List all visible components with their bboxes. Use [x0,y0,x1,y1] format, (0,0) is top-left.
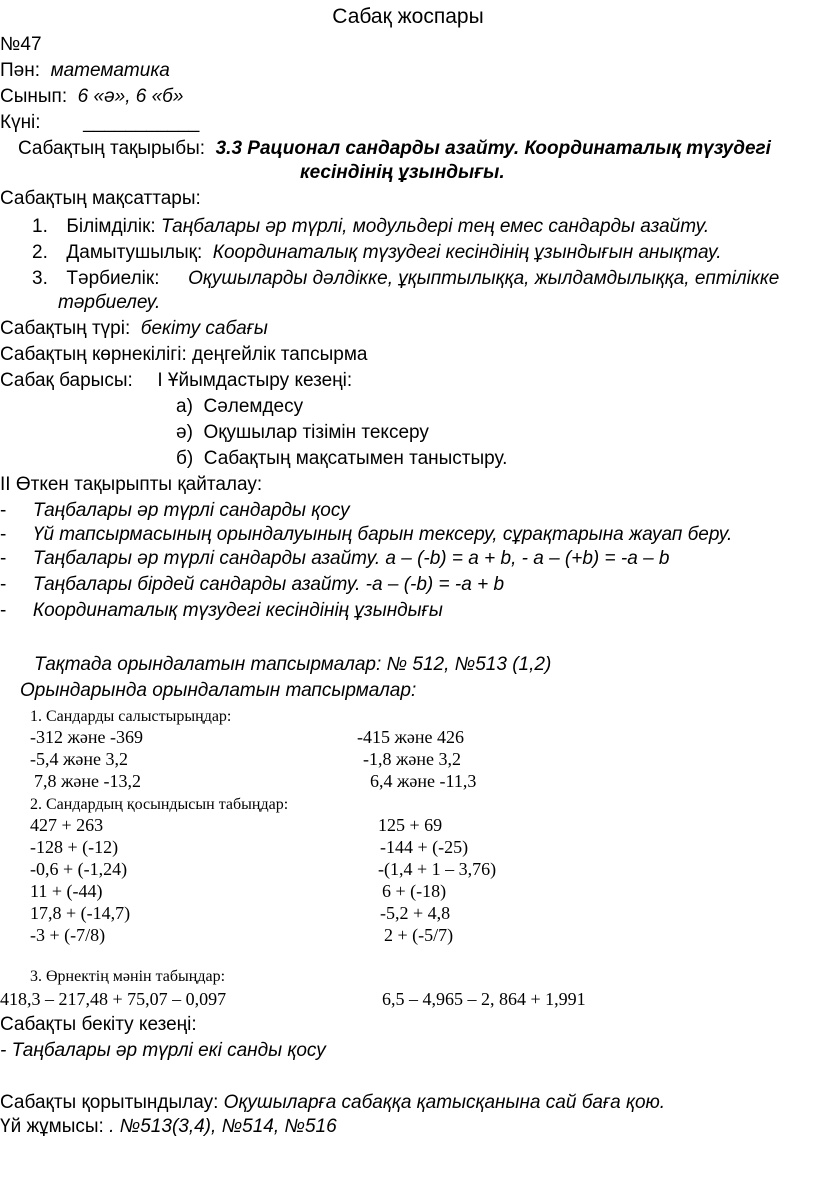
grade-row [0,86,183,108]
goal-label: Білімділік: [66,216,156,237]
task2-left: 11 + (-44) [30,881,103,901]
task3-right: 6,5 – 4,965 – 2, 864 + 1,991 [382,989,586,1009]
progress-step [176,422,429,444]
review-item [0,574,504,596]
task2-right: 2 + (-5/7) [384,925,454,945]
review-text: Таңбалары бірдей сандарды азайту. [32,574,361,595]
task2-left: 17,8 + (-14,7) [30,903,131,923]
review-text: Үй тапсырмасының орындалуының барын тексеру, сұрақтарына жауап беру. [32,524,733,545]
subject-value: математика [50,60,170,81]
consolidation-label: Сабақты бекіту кезеңі: [0,1014,197,1035]
progress-stage: І Ұйымдастыру кезеңі: [157,370,353,391]
task1-right: -415 және 426 [357,727,465,747]
goal-item [32,242,721,264]
day-value: ___________ [83,112,200,133]
goal-number: 1. [32,216,48,237]
topic-label: Сабақтың тақырыбы: [18,138,206,159]
review-text: Координаталық түзудегі кесіндінің ұзындығы [32,600,443,621]
progress-step [176,396,303,418]
lesson-type-label: Сабақтың түрі: [0,318,131,339]
step-letter: ә) [176,422,193,443]
task1-right: 6,4 және -11,3 [370,771,477,791]
topic-row [18,138,771,160]
goal-text: Таңбалары әр түрлі, модульдері тең емес сандарды азайту. [160,216,710,237]
lesson-type-value: бекіту сабағы [140,318,268,339]
homework-row [0,1116,337,1138]
task2-right: 125 + 69 [378,815,443,835]
task2-left: -128 + (-12) [30,837,119,857]
review-item [0,524,732,546]
goal-item [32,268,779,290]
summary-label: Сабақты қорытындылау: [0,1092,219,1113]
grade-label: Сынып: [0,86,68,107]
review-formula: a – (-b) = a + b, - a – (+b) = -a – b [385,548,670,569]
subject-label: Пән: [0,60,40,81]
goal-text: Оқушыларды дәлдікке, ұқыптылыққа, жылдамдылыққа, ептілікке [188,268,780,289]
homework-label: Үй жұмысы: [0,1116,104,1137]
step-letter: б) [176,448,194,469]
goal-label: Тәрбиелік: [66,268,160,289]
homework-text: . №513(3,4), №514, №516 [109,1116,337,1137]
summary-row [0,1092,665,1114]
day-row [0,112,199,134]
review-item [0,600,443,622]
task3-title: 3. Өрнектің мәнін табыңдар: [30,968,226,985]
visual-value: деңгейлік тапсырма [192,344,368,365]
lesson-type-row [0,318,268,340]
review-dash: - [0,600,7,621]
seat-tasks: Орындарында орындалатын тапсырмалар: [20,680,417,701]
grade-value: 6 «ә», 6 «б» [77,86,184,107]
subject-row [0,60,170,82]
review-formula: -a – (-b) = -a + b [365,574,505,595]
task2-left: -3 + (-7/8) [30,925,106,945]
review-item [0,548,669,570]
review-item [0,500,350,522]
step-text: Сабақтың мақсатымен таныстыру. [203,448,508,469]
task1-left: -5,4 және 3,2 [30,749,129,769]
board-tasks: Тақтада орындалатын тапсырмалар: № 512, №513 (1,2) [34,654,552,675]
goal-number: 3. [32,268,48,289]
task2-title: 2. Сандардың қосындысын табыңдар: [30,796,289,813]
page-title: Сабақ жоспары [332,5,484,28]
task2-left: -0,6 + (-1,24) [30,859,128,879]
goal-text: Координаталық түзудегі кесіндінің ұзындығын анықтау. [212,242,722,263]
task2-right: 6 + (-18) [382,881,447,901]
goal-text-continued: тәрбиелеу. [58,292,161,313]
goal-item [32,216,709,238]
goal-number: 2. [32,242,48,263]
review-heading: ІІ Өткен тақырыпты қайталау: [0,474,263,495]
progress-label: Сабақ барысы: [0,370,133,391]
task2-right: -(1,4 + 1 – 3,76) [378,859,497,879]
task3-left: 418,3 – 217,48 + 75,07 – 0,097 [0,989,227,1009]
visual-label: Сабақтың көрнекілігі: [0,344,187,365]
goal-label: Дамытушылық: [66,242,203,263]
review-dash: - [0,574,7,595]
task2-right: -5,2 + 4,8 [380,903,451,923]
topic-line-2: кесіндінің ұзындығы. [300,162,505,183]
task2-left: 427 + 263 [30,815,104,835]
task1-title: 1. Сандарды салыстырыңдар: [30,708,232,725]
visual-row [0,344,367,366]
topic-line-1: 3.3 Рационал сандарды азайту. Координаталық түзудегі [215,138,771,159]
step-text: Оқушылар тізімін тексеру [203,422,429,443]
task1-left: -312 және -369 [30,727,144,747]
day-label: Күні: [0,112,41,133]
progress-step [176,448,507,470]
progress-row [0,370,352,392]
goals-heading: Сабақтың мақсаттары: [0,188,201,209]
review-dash: - [0,548,7,569]
step-letter: а) [176,396,193,417]
consolidation-text: - Таңбалары әр түрлі екі санды қосу [0,1040,326,1061]
review-text: Таңбалары әр түрлі сандарды қосу [32,500,350,521]
task2-right: -144 + (-25) [380,837,469,857]
review-text: Таңбалары әр түрлі сандарды азайту. [32,548,381,569]
task1-left: 7,8 және -13,2 [34,771,142,791]
lesson-number: №47 [0,34,42,55]
step-text: Сәлемдесу [203,396,304,417]
summary-text: Оқушыларға сабаққа қатысқанына сай баға қою. [223,1092,666,1113]
task1-right: -1,8 және 3,2 [363,749,462,769]
review-dash: - [0,500,7,521]
review-dash: - [0,524,7,545]
